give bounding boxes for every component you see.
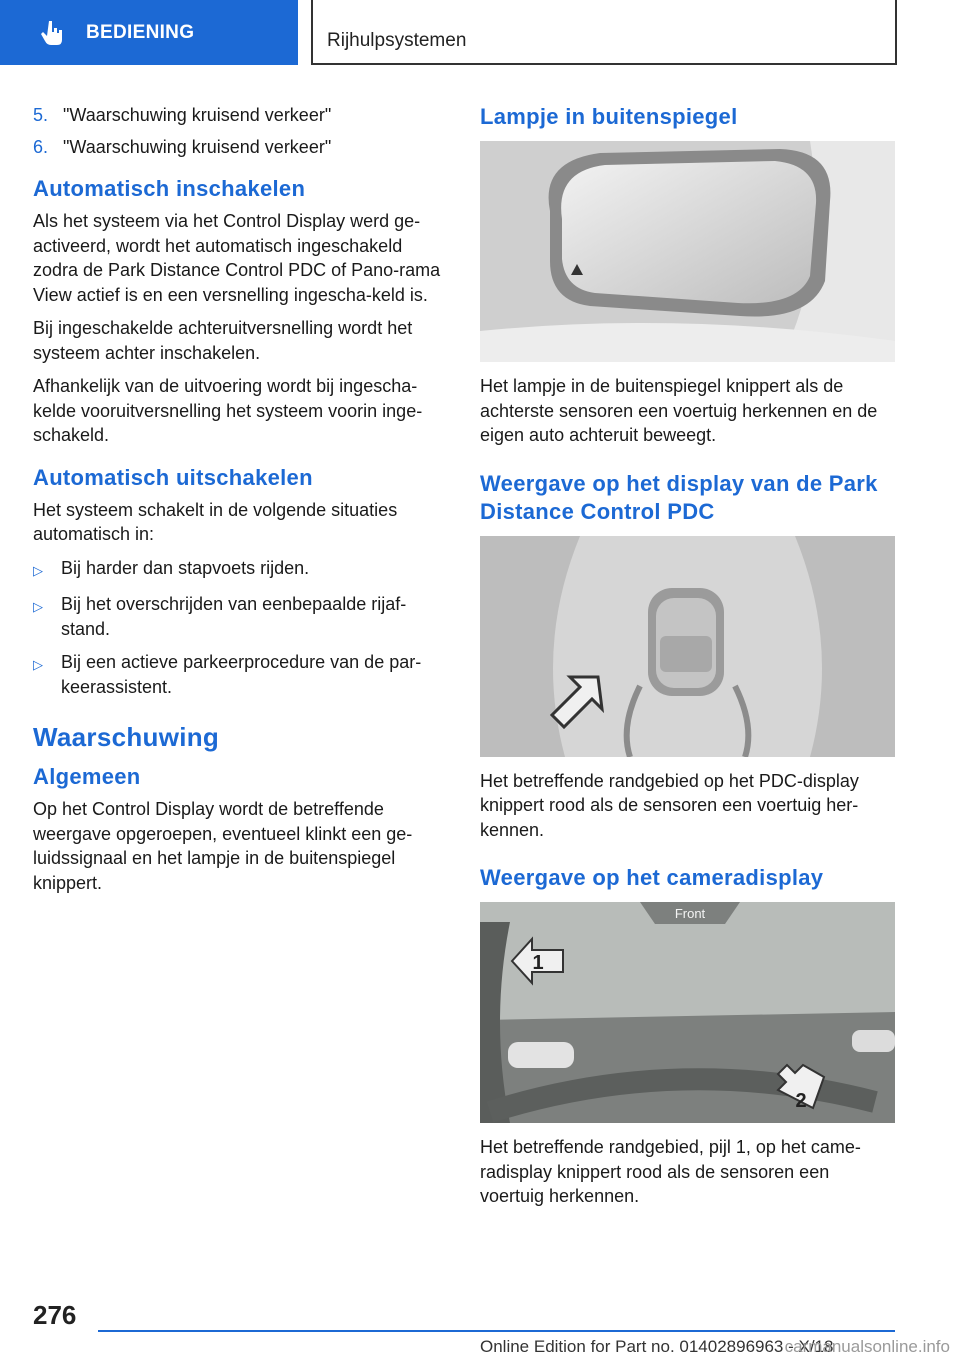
bullet-text: Bij een actieve parkeerprocedure van de par-keerassistent. bbox=[61, 652, 422, 697]
paragraph: Op het Control Display wordt de betreffende weergave opgeroepen, eventueel klinkt een ge-luidssignaal en het lampje in de buitenspiegel knippert. bbox=[33, 799, 413, 893]
triangle-bullet-icon: ▷ bbox=[33, 599, 43, 614]
item-text: "Waarschuwing kruisend verkeer" bbox=[63, 136, 332, 157]
pdc-display-image bbox=[480, 536, 895, 757]
left-column bbox=[33, 103, 443, 904]
page-number: 276 bbox=[33, 1300, 77, 1330]
list-item bbox=[33, 135, 443, 160]
paragraph: Als het systeem via het Control Display werd ge-activeerd, wordt het automatisch ingeschakeld zodra de Park Distance Control PDC of Pano-rama View actief is en een versnelling ingescha-keld is. bbox=[33, 211, 441, 305]
item-text: "Waarschuwing kruisend verkeer" bbox=[63, 105, 332, 125]
front-label: Front bbox=[674, 906, 706, 921]
bullet-text: Bij harder dan stapvoets rijden. bbox=[61, 557, 310, 578]
watermark: carmanualsonline.info bbox=[784, 1337, 950, 1356]
heading-auto-off: Automatisch uitschakelen bbox=[33, 464, 313, 490]
triangle-bullet-icon: ▷ bbox=[33, 657, 43, 672]
mirror-image bbox=[480, 141, 895, 362]
heading-pdc: Weergave op het display van de Park Distance Control PDC bbox=[480, 470, 878, 524]
bullet-item bbox=[33, 592, 443, 641]
bullet-text: Bij het overschrijden van eenbepaalde rijaf-stand. bbox=[61, 594, 407, 639]
arrow-2-label: 2 bbox=[795, 1090, 807, 1112]
chapter-title: Rijhulpsystemen bbox=[327, 30, 467, 51]
right-column bbox=[480, 103, 895, 1218]
heading-general: Algemeen bbox=[33, 764, 141, 789]
edition-text: Online Edition for Part no. 01402896963 - X/18 bbox=[480, 1337, 834, 1356]
arrow-1-label: 1 bbox=[532, 952, 544, 974]
bullet-item bbox=[33, 650, 443, 699]
item-number: 6. bbox=[33, 136, 49, 157]
section-label: BEDIENING bbox=[86, 21, 195, 43]
heading-mirror: Lampje in buitenspiegel bbox=[480, 104, 738, 129]
section-tab bbox=[0, 0, 298, 65]
bullet-item bbox=[33, 556, 443, 584]
paragraph: Bij ingeschakelde achteruitversnelling wordt het systeem achter inschakelen. bbox=[33, 318, 413, 363]
heading-camera: Weergave op het cameradisplay bbox=[480, 865, 824, 890]
camera-display-image bbox=[480, 902, 895, 1123]
paragraph: Afhankelijk van de uitvoering wordt bij ingescha-kelde vooruitversnelling het systeem voorin inge-schakeld. bbox=[33, 376, 423, 445]
triangle-bullet-icon: ▷ bbox=[33, 562, 43, 578]
hand-pointer-icon bbox=[38, 18, 68, 48]
item-number: 5. bbox=[33, 105, 49, 125]
caption: Het betreffende randgebied op het PDC-display knippert rood als de sensoren een voertuig her-kennen. bbox=[480, 770, 859, 840]
footer-divider bbox=[98, 1330, 895, 1332]
heading-auto-on: Automatisch inschakelen bbox=[33, 176, 306, 201]
list-item bbox=[33, 103, 443, 128]
paragraph: Het systeem schakelt in de volgende situaties automatisch in: bbox=[33, 499, 398, 544]
caption: Het lampje in de buitenspiegel knippert als de achterste sensoren een voertuig herkennen en de eigen auto achteruit beweegt. bbox=[480, 376, 878, 445]
caption: Het betreffende randgebied, pijl 1, op het came-radisplay knippert rood als de sensoren een voertuig herkennen. bbox=[480, 1137, 861, 1206]
chapter-header bbox=[311, 0, 897, 65]
heading-warning: Waarschuwing bbox=[33, 722, 220, 752]
